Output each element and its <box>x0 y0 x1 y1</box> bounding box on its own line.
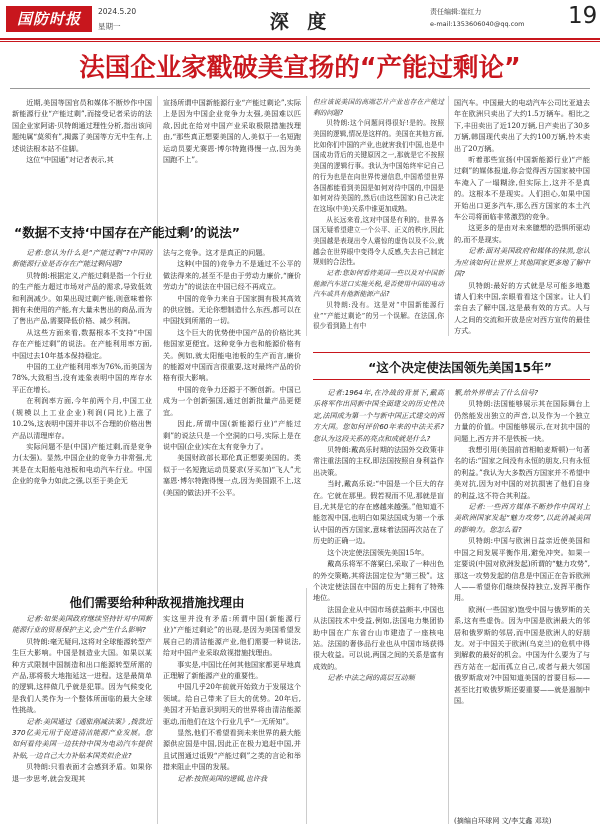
interviewer-question: 记者:如果美国政府继续坚持针对中国新能源行业的贸易保护主义,会产生什么影响? <box>12 614 152 635</box>
paragraph: 中国的工业产能利用率为76%,而美国为78%,大致相当,没有迹象表明中国的库存水平正在增长。 <box>12 362 152 394</box>
paragraph: 贝特朗:法国能够展示其在国际舞台上仍然能发出独立的声音,以及作为一个独立力量的价值。中国能够展示,在对抗中国的问题上,西方并不是铁板一块。 <box>454 399 590 443</box>
paragraph: 贝特朗:没有。这是对“中国新能源行业”“产能过剩论”的另一个误解。在法国,你很少看到路上有中 <box>313 301 444 331</box>
paragraph: 在利润率方面,今年前两个月,中国工业(规模以上工业企业)利润(同比)上涨了10.2%,这表明中国并非以不合理的价格出售产品以清理库存。 <box>12 396 152 440</box>
paragraph: 贝特朗:最好的方式就是尽可能多地邀请人们来中国,亲眼看看这个国家。让人们亲自去了解中国,这是最有效的方式。人与人之间的交流和开放是应对西方宣传的最佳方式。 <box>454 280 590 336</box>
paragraph: 近期,美国等国官员和媒体不断炒作中国新能源行业“产能过剩”,而接受记者采访的法国企业家阿诺·贝特朗通过理性分析,指出该问题纯属“莫须有”,揭露了美国等方无中生有,上述说法根本站不住脚。 <box>12 98 152 153</box>
paragraph: 法与之竞争。这才是真正的问题。 <box>163 248 270 257</box>
paragraph: 贝特朗:毫无疑问,这将对全球能源转型产生巨大影响。中国是制造业大国。如果以某种方式限制中国制造和出口能源转型所需的产品,那将极大地拖延这一进程。这是最简单的逻辑,这样做几乎就是犯罪。因为气候变化是我们人类作为一个整体所面临的最大全球性挑战。 <box>12 636 152 715</box>
interviewer-question: 记者:您认为什么是“产能过剩”?中国的新能源行业是否存在产能过剩问题? <box>12 248 152 269</box>
issue-weekday: 星期一 <box>98 22 121 31</box>
paragraph: 欧洲(一些国家)饱受中国与俄罗斯的关系,这有些虚伪。因为中国是欧洲最大的邻居和俄罗斯的邻居,而中国是欧洲人的好朋友。对于中国关于欧洲(乌克兰)的危机中得到解救的最好的机会。中国为什么要为了与西方站在一起而孤立自己,或者与最大邻国俄罗斯敌对?中国知道美国的首要目标——甚至比打败俄罗斯还要重要——就是遏制中国。 <box>454 604 590 705</box>
paragraph: 贝特朗:根据定义,产能过剩是指一个行业的生产能力超过市场对产品的需求,导致低效和利润减少。如果出现过剩产能,则意味着你拥有未使用的产能,有大量未售出的商品,而为了售出产品,需要降低价格、减少利润。 <box>12 270 152 326</box>
paragraph: 我想引用(美国前首相帕麦斯顿)一句著名的话:“国家之间没有永恒的朋友,只有永恒的利益。”我认为大多数西方国家并不希望中美对抗,因为对中国的对抗损害了他们自身的利益,这不符合其利益。 <box>454 445 590 500</box>
paragraph: 事实是,中国比任何其他国家都更早地真正理解了新能源产业的重要性。 <box>163 659 301 681</box>
column-divider <box>448 390 449 824</box>
interviewer-question: 记者:一些西方媒体不断炒作中国对上美欧洲国家发起“魅力攻势”,以此消减美国的影响力。您怎么看? <box>454 502 590 534</box>
paragraph: 听着那些宣扬(中国新能源行业)“产能过剩”的媒体报道,你会觉得西方国家被中国车淹入了一塌糊涂,但实际上,这并不是真的。这根本不是现实。人们担心,如果中国开始出口更多汽车,那么西方国家的本土汽车公司将面临非常激烈的竞争。 <box>454 155 590 222</box>
paragraph: 这更多的是由对未来臆想的恐惧所驱动的,而不是现实。 <box>454 223 590 244</box>
paragraph: 当时,戴高乐说:“中国是一个巨大的存在。它就在那里。假若视而不见,那就是盲目,尤其是它的存在感越来越强。”他知道不能忽视中国,也明白如果法国成为第一个承认中国的西方国家,意味着法国再次站在了历史的正确一边。 <box>313 479 444 546</box>
editor-email: e-mail:1353606040@qq.com <box>430 20 525 28</box>
paragraph: 从长远来看,这对中国是有利的。世界各国无疑希望建立一个公平、正义的秩序,因此美国越是表现出令人震惊的虚伪以及不公,就越会在世界眼中变得令人反感,失去自己制定规则的合法性。 <box>313 215 444 267</box>
column-2-intro <box>163 97 301 165</box>
paragraph: 实际问题不是(中国)产能过剩,而是竞争力(太强)。显然,中国企业的竞争力非常强,尤其是在太阳能电池板和电动汽车行业。中国企业的竞争力如此之强,以至于美企无 <box>12 441 152 486</box>
column-3-body <box>313 97 444 332</box>
header-rule-thin <box>0 41 600 42</box>
issue-date: 2024.5.20 <box>98 7 137 16</box>
paragraph: 中国的竞争力来自于国家拥有极其高效的供应链。无论你想制造什么东西,都可以在中国找到所需的一切。 <box>163 293 301 326</box>
paragraph: 因此,所谓中国(新能源行业)“产能过剩”的说法只是一个空洞的口号,实际上是在说中国(企业)实在太有竞争力了。 <box>163 419 301 451</box>
column-divider <box>157 96 158 824</box>
paragraph: 戴高乐将军不落窠臼,采取了一种出色的外交策略,其将法国定位为“第三极”。这个决定使法国在中国的历史上拥有了特殊地位。 <box>313 559 444 603</box>
masthead <box>0 0 600 38</box>
paragraph: 显然,他们不希望看到未来世界的最大能源供应国是中国,因此正在极力追赶中国,并且试图通过诋毁“产能过剩”之类的言论和举措来阻止中国的发展。 <box>163 728 301 772</box>
header-rule <box>0 38 600 40</box>
column-2-lower <box>163 613 301 784</box>
article-headline: 法国企业家戳破美宣扬的“产能过剩论” <box>79 53 521 83</box>
paragraph: 中国的竞争力还源于不断创新。中国已成为一个创新强国,通过创新批量产品更便宜。 <box>163 384 301 417</box>
interviewer-question: 繁,给外界带去了什么信号? <box>454 388 539 397</box>
paragraph: 从这些方面来看,数据根本不支持“中国存在产能过剩”的说法。在产能利用率方面,中国过去10年基本保持稳定。 <box>12 327 152 360</box>
column-4-body <box>454 97 590 337</box>
column-2-body <box>163 247 301 498</box>
interviewer-question: 记者:面对美国政府和媒体的抹黑,您认为应该如何让世界上其他国家更多地了解中国? <box>454 246 590 279</box>
paragraph: 中国几乎20年前就开始致力于发展这个领域。给自己带来了巨大的优势。20年后,美国才开始意识到明天的世界将由清洁能源驱动,而他们在这个行业几乎“一无所知”。 <box>163 682 301 726</box>
source-credit: (摘编自环球网 文/李艾鑫 邓琰) <box>454 816 552 825</box>
paragraph: 实这里并没有矛盾:所谓中国(新能源行业)“产能过剩论”的出现,是因为美国希望发展自己的清洁能源产业,他们需要一种说法,给对中国产业采取敌视措施找理由。 <box>163 614 301 658</box>
paragraph: 宣扬所谓中国新能源行业“产能过剩论”,实际上是因为中国企业竞争力太强,美国难以匹敌,因此在给对中国产业采取极限措施找理由,“那些真正想要美国的人,美似于一名短跑运动员要尤赛恩·博尔特跑得慢一点,因为美国跑不上”。 <box>163 98 301 165</box>
interviewer-question: 记者:按照美国的逻辑,也许我 <box>177 773 267 783</box>
column-1-lower <box>12 613 152 784</box>
subheading-1: “数据不支持‘中国存在产能过剩’的说法” <box>14 225 240 240</box>
paragraph: 贝特朗:这个问题问得很好!是的。按照美国的逻辑,情况是这样的。美国在其他方面,比如你们中国的产业,也就害我们中国,也是中国成功背后的关键原因之一,那就是它不按照美国的逻辑行事。我认为中国始终牢记自己的行为也是在向世界传递信息,中国希望世界各国都能看到美国是如何对待中国的,中国是如何对待美国的,然后(由这些国家)自己决定在这场(中美)关系中谁更加成熟。 <box>313 119 444 213</box>
interviewer-question: 记者:您如何看待美国一些以及对中国新能源汽车进口实施关税,是否使用中国的电动汽车或具有他新能源产品? <box>313 269 444 299</box>
column-3-lower <box>313 387 444 684</box>
subheading-3: “这个决定使法国领先美国15年” <box>368 360 552 375</box>
paragraph: 法国企业从中国市场获益颇丰,中国也从法国技术中受益,例如,法国电力集团协助中国在广东省台山市建造了一座核电站。法国的奢侈品行业也从中国市场获得很大收益。可以说,两国之间的关系是富有成效的。 <box>313 604 444 671</box>
interviewer-question: 记者:美国通过《通胀削减法案》,拨款近370亿美元用于促进清洁能源产业发展。您如何看待美国一边扶持中国为电动汽车提供补贴,一边自己大力补贴本国类似企业? <box>12 716 152 760</box>
paragraph: 这个巨大的优势使中国产品的价格比其他国家更便宜。这种竞争力也和能源价格有关。例如,就太阳能电池板的生产而言,廉价的能源对中国而言很重要,这对最终产品的价格有很大影响。 <box>163 327 301 383</box>
paragraph: 这个决定使法国领先美国15年。 <box>327 547 429 557</box>
column-1-body <box>12 247 152 487</box>
subheading-2: 他们需要给种种敌视措施找理由 <box>69 595 245 610</box>
newspaper-logo: 国防时报 <box>6 6 92 32</box>
paragraph: 这种(中国的)竞争力不是通过不公平的做法得来的,甚至不是由于劳动力廉价,“廉价劳动力”的说法在中国已经不再成立。 <box>163 259 301 292</box>
editor-line: 责任编辑:崔红力 <box>430 8 482 16</box>
column-4-lower <box>454 387 590 706</box>
paragraph: 国汽车。中国最大的电动汽车公司比亚迪去年在欧洲只卖出了大约1.5万辆车。相比之下,丰田卖出了近120万辆,日产卖出了30多万辆,韩国现代卖出了大约100万辆,铃木卖出了20万辆。 <box>454 98 590 153</box>
paragraph: 贝特朗:中国与欧洲日益亲近使美国和中国之间发展平衡作用,避免冲突。如果一定要说(中国对欧洲发起)所谓的“魅力攻势”,那这一攻势发起的信息是中国正在告诉欧洲人——希望你们继续保持独立,发挥平衡作用。 <box>454 536 590 603</box>
paragraph: 美国财政部长耶伦真正想要美国的。类似于一名短跑运动员要求(牙买加)“飞人”尤塞恩·博尔特跑得慢一点,因为美国跟不上,这(美国的做法)并不公平。 <box>163 453 301 497</box>
interviewer-question: 记者:1964年,在冷战的背景下,戴高乐将军作出同新中国全面建交的历史性决定,法国成为第一个与新中国正式建交的西方大国。您如何评价60年来的中法关系?您认为这段关系的亮点和成就是什么? <box>313 388 444 443</box>
paragraph: 贝特朗:戴高乐时期的法国外交政策非常注重法国的主权,即法国按照自身利益作出决策。 <box>313 445 444 477</box>
column-divider <box>448 96 449 336</box>
column-divider <box>306 96 307 336</box>
paragraph: 这位“中国通”对记者表示,其 <box>26 155 114 165</box>
paragraph: 贝特朗:只看表面才会感到矛盾。如果你退一步思考,就会发现其 <box>12 762 152 783</box>
column-1-intro <box>12 97 152 165</box>
interviewer-question: 记者:中法之间的高层互动频 <box>327 673 415 683</box>
interviewer-question: 但应该说美国的高端芯片产业也存在产能过剩的问题? <box>313 98 444 117</box>
subheading-rule <box>313 379 590 380</box>
page-number: 19 <box>568 3 598 29</box>
subheading-rule <box>313 352 590 353</box>
section-title: 深 度 <box>269 11 333 33</box>
column-divider <box>306 588 307 824</box>
headline-rule <box>10 88 590 89</box>
